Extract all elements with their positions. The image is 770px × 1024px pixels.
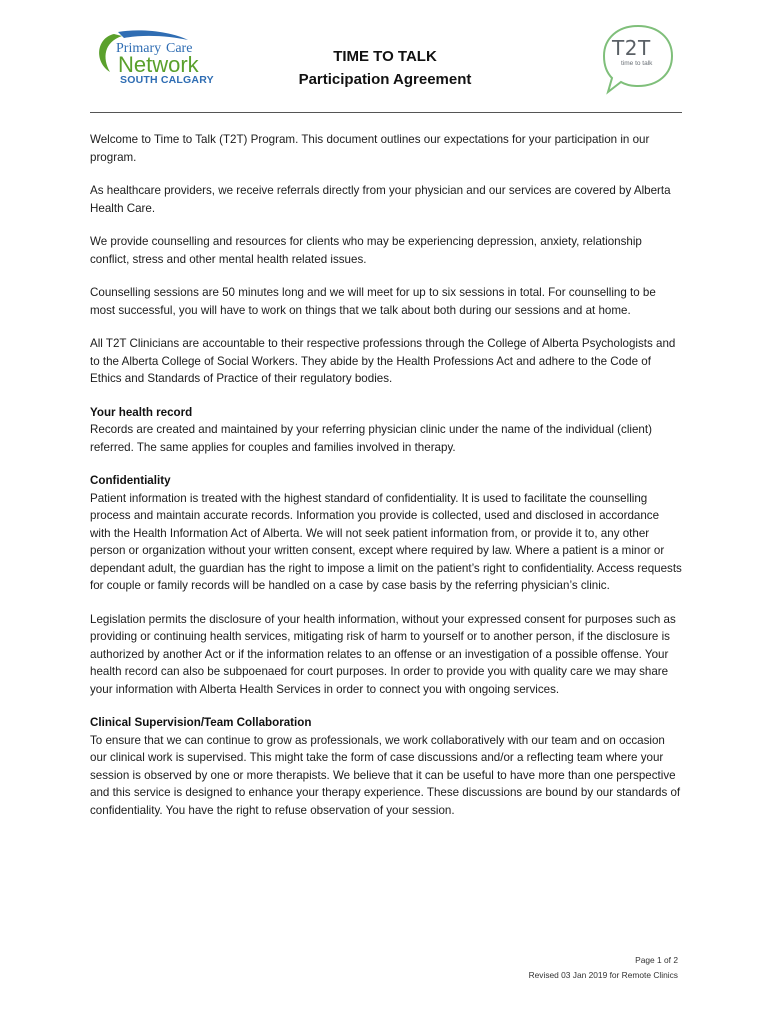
document-body <box>90 131 682 835</box>
header-divider <box>90 112 682 113</box>
supervision-text: To ensure that we can continue to grow as professionals, we work collaboratively with our team and on occasion our clinical work is supervised. This might take the form of case discussions and/or a reflecting team where your session is observed by one or more therapists. We believe that it can be useful to have more than one perspective and this service is designed to enhance your therapy experience. These discussions are bound by our standards of confidentiality. You have the right to refuse observation of your session. <box>90 733 681 817</box>
pcn-subtitle: SOUTH CALGARY <box>120 74 214 86</box>
accountability-paragraph: All T2T Clinicians are accountable to their respective professions through the College of Alberta Psychologists and to the Alberta College of Social Workers. They abide by the Health Professions Act and adhere to the Code of Ethics and Standards of Practice of their regulatory bodies. <box>90 337 676 385</box>
supervision-heading: Clinical Supervision/Team Collaboration <box>90 716 312 729</box>
page-number: Page 1 of 2 <box>635 955 678 965</box>
pcn-line2: Network <box>118 52 199 77</box>
confidentiality-text: Patient information is treated with the highest standard of confidentiality. It is used to facilitate the counselling process and maintain accurate records. Information you provide is collected, used and disclosed in accordance with the Health Information Act of Alberta. We will not seek patient information from, or provide it to, any other person or organization without your written consent, except where required by law. Where a patient is a minor or dependant adult, the guardian has the right to impose a limit on the patient’s right to confidentiality. Access requests for couple or family records will be handled on a case by case basis by the referring physician’s clinic. <box>90 491 682 592</box>
intro-paragraph: Welcome to Time to Talk (T2T) Program. This document outlines our expectations for your participation in our program. <box>90 133 650 164</box>
page-footer <box>529 953 678 983</box>
revision-note: Revised 03 Jan 2019 for Remote Clinics <box>528 970 678 980</box>
sessions-paragraph: Counselling sessions are 50 minutes long and we will meet for up to six sessions in total. For counselling to be most successful, you will have to work on things that we talk about both during our sessions and at home. <box>90 286 656 317</box>
t2t-logo-text: T2T <box>612 36 651 60</box>
health-record-heading: Your health record <box>90 405 193 419</box>
title-line-1: TIME TO TALK <box>333 48 437 65</box>
services-paragraph: We provide counselling and resources for clients who may be experiencing depression, anxiety, relationship conflict, stress and other mental health related issues. <box>90 235 642 266</box>
coverage-paragraph: As healthcare providers, we receive referrals directly from your physician and our services are covered by Alberta Health Care. <box>90 184 671 215</box>
t2t-logo-tagline: time to talk <box>621 60 653 67</box>
pcn-line1: Primary <box>116 41 162 56</box>
legislation-text: Legislation permits the disclosure of your health information, without your expressed consent for purposes such as providing or continuing health services, mitigating risk of harm to yourself or to another person, if the disclosure is authorized by another Act or if the information relates to an offense or an investigation of a possible offense. Your health record can also be subpoenaed for court purposes. In order to provide you with quality care we may share your information with Alberta Health Services in order to connect you with ongoing services. <box>90 612 676 696</box>
pcn-line1b: Care <box>166 41 193 56</box>
title-line-2: Participation Agreement <box>298 71 472 88</box>
document-title <box>230 48 540 88</box>
health-record-text: Records are created and maintained by your referring physician clinic under the name of the individual (client) referred. The same applies for couples and families involved in therapy. <box>90 423 652 454</box>
confidentiality-heading: Confidentiality <box>90 474 171 487</box>
